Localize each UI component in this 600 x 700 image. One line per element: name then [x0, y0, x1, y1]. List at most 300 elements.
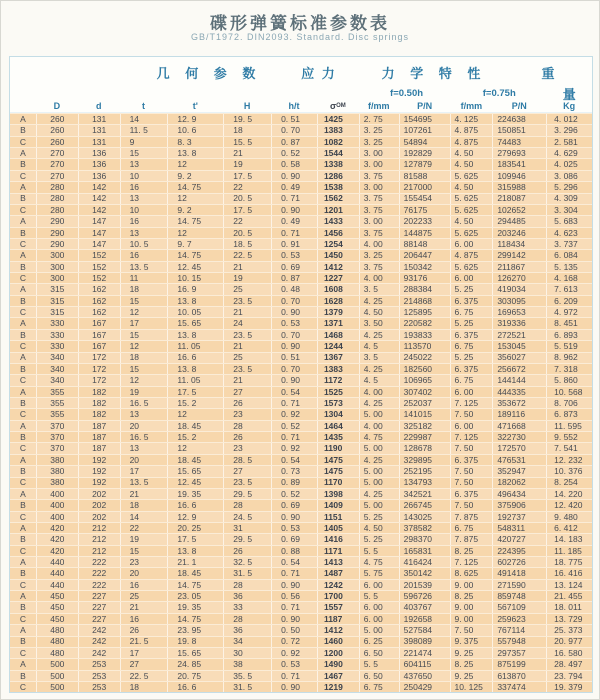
table-cell: C	[19, 375, 27, 386]
table-cell: 1450	[317, 250, 359, 260]
table-cell: 222	[78, 557, 120, 567]
table-cell: 23. 5	[223, 478, 271, 488]
table-cell: 187	[78, 432, 120, 442]
table-cell: B	[20, 227, 26, 238]
table-cell: 14. 183	[546, 534, 592, 544]
table-cell: 4. 875	[450, 137, 492, 147]
table-cell: 7. 50	[450, 443, 492, 453]
table-cell: 10. 6	[167, 125, 223, 135]
table-cell: 1082	[317, 137, 359, 147]
table-cell: 192	[78, 466, 120, 476]
table-cell: 172	[78, 364, 120, 374]
table-cell: C	[19, 579, 27, 590]
table-cell: 24. 85	[167, 659, 223, 669]
table-cell: 260	[36, 137, 78, 147]
table-cell: 0. 51	[271, 353, 317, 363]
table-cell: 229987	[399, 432, 451, 442]
table-cell: 378582	[399, 523, 451, 533]
table-cell: 12	[120, 341, 168, 351]
table-cell: 3. 00	[359, 182, 399, 192]
table-cell: 353672	[492, 398, 546, 408]
table-cell: 355	[36, 387, 78, 397]
table-cell: 227	[78, 602, 120, 612]
table-cell: 6. 873	[546, 409, 592, 419]
table-cell: 33	[223, 602, 271, 612]
table-cell: 315988	[492, 182, 546, 192]
table-cell: 1435	[317, 432, 359, 442]
table-cell: 5. 296	[546, 182, 592, 192]
table-row	[10, 397, 592, 408]
column-header-t': t'	[192, 101, 198, 111]
table-cell: 18. 775	[546, 557, 592, 567]
table-row	[10, 306, 592, 317]
table-cell: 7. 125	[450, 557, 492, 567]
table-cell: 329895	[399, 455, 451, 465]
table-cell: 19. 5	[223, 114, 271, 124]
table-row	[10, 636, 592, 647]
table-cell: 12	[167, 159, 223, 169]
table-cell: 0. 87	[271, 273, 317, 283]
table-cell: 370	[36, 432, 78, 442]
table-cell: 270	[36, 159, 78, 169]
table-cell: C	[19, 204, 27, 215]
table-cell: 319336	[492, 318, 546, 328]
table-cell: 280	[36, 205, 78, 215]
table-cell: 14	[120, 512, 168, 522]
table-cell: 5. 25	[450, 353, 492, 363]
table-row	[10, 442, 592, 453]
table-cell: 162	[78, 284, 120, 294]
table-cell: 0. 90	[271, 171, 317, 181]
column-header-σ: σ OM	[329, 101, 346, 111]
table-cell: B	[20, 568, 26, 579]
table-cell: 136	[78, 159, 120, 169]
table-cell: 150342	[399, 262, 451, 272]
table-cell: 596726	[399, 591, 451, 601]
table-cell: 12	[167, 194, 223, 204]
table-cell: 12. 9	[167, 114, 223, 124]
table-cell: 14. 75	[167, 216, 223, 226]
table-cell: 13	[120, 443, 168, 453]
table-cell: 141015	[399, 409, 451, 419]
table-row	[10, 533, 592, 544]
table-cell: 1700	[317, 591, 359, 601]
table-row	[10, 556, 592, 567]
table-cell: 0. 53	[271, 659, 317, 669]
table-row	[10, 488, 592, 499]
table-cell: 202	[78, 489, 120, 499]
table-cell: 153045	[492, 341, 546, 351]
table-cell: 250429	[399, 682, 451, 692]
table-cell: 34	[223, 637, 271, 647]
table-cell: 253	[78, 682, 120, 692]
table-cell: 7. 50	[450, 466, 492, 476]
table-row	[10, 272, 592, 283]
table-cell: 3. 50	[359, 318, 399, 328]
table-cell: 1573	[317, 398, 359, 408]
table-cell: B	[20, 397, 26, 408]
table-cell: 440	[36, 568, 78, 578]
table-cell: 6. 084	[546, 250, 592, 260]
table-cell: 0. 70	[271, 296, 317, 306]
table-cell: 15. 2	[167, 398, 223, 408]
table-cell: 4. 012	[546, 114, 592, 124]
table-cell: 7. 875	[450, 534, 492, 544]
table-cell: 4. 25	[359, 330, 399, 340]
table-cell: 450	[36, 614, 78, 624]
table-cell: 10. 15	[167, 273, 223, 283]
table-row	[10, 158, 592, 169]
table-cell: 5. 5	[359, 659, 399, 669]
table-cell: 11. 595	[546, 421, 592, 431]
table-cell: 337474	[492, 682, 546, 692]
table-cell: 1405	[317, 523, 359, 533]
table-cell: 437650	[399, 671, 451, 681]
table-cell: 7. 125	[450, 432, 492, 442]
table-cell: 6. 00	[359, 614, 399, 624]
table-cell: 0. 52	[271, 489, 317, 499]
table-cell: 22	[223, 216, 271, 226]
table-cell: 12. 232	[546, 455, 592, 465]
table-cell: 9. 25	[450, 671, 492, 681]
table-cell: 400	[36, 512, 78, 522]
table-cell: C	[19, 613, 27, 624]
table-cell: 1475	[317, 466, 359, 476]
table-cell: 0. 92	[271, 648, 317, 658]
table-cell: 144144	[492, 375, 546, 385]
table-cell: C	[19, 477, 27, 488]
table-cell: 4. 25	[359, 398, 399, 408]
table-row	[10, 227, 592, 238]
table-cell: 875199	[492, 659, 546, 669]
table-cell: 6. 75	[450, 307, 492, 317]
table-cell: 0. 48	[271, 284, 317, 294]
table-cell: 315	[36, 296, 78, 306]
table-cell: 5. 00	[359, 409, 399, 419]
table-cell: 6. 50	[359, 671, 399, 681]
table-cell: 1227	[317, 273, 359, 283]
table-cell: 5. 135	[546, 262, 592, 272]
table-cell: 26	[223, 546, 271, 556]
table-cell: 23	[120, 557, 168, 567]
table-cell: 4. 623	[546, 228, 592, 238]
table-cell: 22	[120, 523, 168, 533]
table-cell: 1464	[317, 421, 359, 431]
table-cell: 182	[78, 398, 120, 408]
table-cell: 398089	[399, 637, 451, 647]
table-cell: 340	[36, 375, 78, 385]
table-cell: 297357	[492, 648, 546, 658]
table-cell: 152	[78, 262, 120, 272]
table-cell: 18	[120, 500, 168, 510]
table-cell: 1456	[317, 228, 359, 238]
table-row	[10, 601, 592, 612]
table-cell: 342521	[399, 489, 451, 499]
table-cell: 0. 71	[271, 432, 317, 442]
table-cell: 242	[78, 637, 120, 647]
column-header-H: H	[243, 101, 251, 111]
table-cell: 9. 2	[167, 171, 223, 181]
table-cell: 1467	[317, 671, 359, 681]
table-cell: 0. 90	[271, 580, 317, 590]
table-cell: 1286	[317, 171, 359, 181]
table-cell: 4. 25	[359, 296, 399, 306]
table-cell: 16. 5	[120, 432, 168, 442]
table-cell: 6. 375	[450, 364, 492, 374]
table-cell: 1460	[317, 637, 359, 647]
table-cell: 11	[120, 273, 168, 283]
table-cell: 340	[36, 353, 78, 363]
table-row	[10, 477, 592, 488]
table-cell: B	[20, 295, 26, 306]
table-cell: 1172	[317, 375, 359, 385]
table-cell: 355	[36, 398, 78, 408]
table-cell: C	[19, 647, 27, 658]
table-subheader-row	[10, 87, 592, 100]
table-cell: 6. 50	[359, 648, 399, 658]
table-cell: 270	[36, 148, 78, 158]
table-cell: 4. 309	[546, 194, 592, 204]
table-cell: 0. 70	[271, 364, 317, 374]
table-cell: B	[20, 500, 26, 511]
table-row	[10, 340, 592, 351]
table-cell: 224638	[492, 114, 546, 124]
table-cell: 859748	[492, 591, 546, 601]
table-cell: 298370	[399, 534, 451, 544]
table-cell: 6. 00	[450, 421, 492, 431]
table-cell: 6. 75	[450, 523, 492, 533]
table-cell: 2. 581	[546, 137, 592, 147]
table-cell: C	[19, 443, 27, 454]
table-cell: 260	[36, 125, 78, 135]
table-cell: 27	[223, 387, 271, 397]
table-cell: 38	[223, 659, 271, 669]
table-cell: 16	[120, 250, 168, 260]
table-cell: 21	[223, 375, 271, 385]
table-cell: 15	[120, 546, 168, 556]
table-cell: 5. 00	[359, 625, 399, 635]
table-cell: 193833	[399, 330, 451, 340]
table-cell: 0. 90	[271, 341, 317, 351]
table-cell: 0. 90	[271, 307, 317, 317]
table-cell: 3. 75	[359, 228, 399, 238]
table-cell: 14. 75	[167, 250, 223, 260]
table-cell: 169653	[492, 307, 546, 317]
table-row	[10, 113, 592, 124]
table-cell: 134793	[399, 478, 451, 488]
table-cell: A	[20, 591, 26, 602]
table-cell: 403767	[399, 602, 451, 612]
table-cell: 13. 124	[546, 580, 592, 590]
table-cell: 0. 54	[271, 387, 317, 397]
table-cell: 8. 3	[167, 137, 223, 147]
table-cell: 4. 50	[450, 159, 492, 169]
table-cell: B	[20, 602, 26, 613]
table-cell: 0. 87	[271, 137, 317, 147]
table-cell: 266745	[399, 500, 451, 510]
table-cell: 20	[120, 421, 168, 431]
table-cell: 15	[120, 296, 168, 306]
table-cell: 152	[78, 250, 120, 260]
table-cell: 19	[120, 534, 168, 544]
table-row	[10, 317, 592, 328]
table-cell: 7. 875	[450, 512, 492, 522]
table-cell: 242	[78, 625, 120, 635]
table-cell: 375906	[492, 500, 546, 510]
table-cell: 1487	[317, 568, 359, 578]
table-cell: 0. 69	[271, 262, 317, 272]
table-cell: 0. 71	[271, 602, 317, 612]
group-weight-top: 重	[541, 65, 561, 81]
table-cell: 192737	[492, 512, 546, 522]
table-cell: 142	[78, 182, 120, 192]
table-cell: 26	[223, 432, 271, 442]
table-cell: 330	[36, 330, 78, 340]
group-stress: 应 力	[301, 65, 337, 81]
table-cell: 496434	[492, 489, 546, 499]
table-cell: 11. 05	[167, 375, 223, 385]
table-cell: 15	[120, 330, 168, 340]
table-cell: A	[20, 386, 26, 397]
table-cell: 5. 00	[359, 500, 399, 510]
table-cell: 0. 91	[271, 239, 317, 249]
table-cell: 212	[78, 523, 120, 533]
table-row	[10, 408, 592, 419]
subheader-f075: f=0.75h	[482, 88, 516, 99]
table-cell: 28. 5	[223, 455, 271, 465]
table-cell: 325182	[399, 421, 451, 431]
table-cell: 187	[78, 443, 120, 453]
table-cell: 126270	[492, 273, 546, 283]
table-cell: 162	[78, 307, 120, 317]
table-cell: 19. 35	[167, 602, 223, 612]
table-cell: 221474	[399, 648, 451, 658]
table-cell: 212	[78, 534, 120, 544]
table-cell: B	[20, 125, 26, 136]
table-cell: 5. 5	[359, 591, 399, 601]
table-cell: 18	[120, 353, 168, 363]
table-cell: 21	[223, 262, 271, 272]
table-cell: 16	[120, 580, 168, 590]
table-cell: 16. 416	[546, 568, 592, 578]
table-cell: 109946	[492, 171, 546, 181]
table-cell: 0. 92	[271, 409, 317, 419]
table-cell: 340	[36, 364, 78, 374]
table-cell: 12. 45	[167, 478, 223, 488]
table-cell: 9. 7	[167, 239, 223, 249]
table-cell: 307402	[399, 387, 451, 397]
table-cell: 6. 75	[450, 375, 492, 385]
table-cell: 1338	[317, 159, 359, 169]
table-cell: 380	[36, 478, 78, 488]
table-cell: 23. 794	[546, 671, 592, 681]
table-row	[10, 545, 592, 556]
table-cell: 4. 5	[359, 341, 399, 351]
table-cell: 4. 5	[359, 375, 399, 385]
table-cell: 491418	[492, 568, 546, 578]
table-cell: 7. 50	[450, 625, 492, 635]
table-cell: C	[19, 170, 27, 181]
table-cell: 500	[36, 682, 78, 692]
table-cell: 6. 00	[359, 580, 399, 590]
table-cell: 1475	[317, 455, 359, 465]
table-cell: 253	[78, 671, 120, 681]
table-cell: 20. 25	[167, 523, 223, 533]
table-cell: 7. 50	[450, 478, 492, 488]
table-cell: 26	[120, 625, 168, 635]
table-cell: 107261	[399, 125, 451, 135]
table-cell: 19	[120, 387, 168, 397]
table-cell: 8. 451	[546, 318, 592, 328]
table-cell: 136	[78, 171, 120, 181]
table-cell: 1425	[317, 114, 359, 124]
table-cell: 21	[120, 602, 168, 612]
table-cell: 142	[78, 205, 120, 215]
table-cell: 14	[120, 114, 168, 124]
table-cell: B	[20, 466, 26, 477]
table-cell: 1151	[317, 512, 359, 522]
table-cell: 23. 5	[223, 364, 271, 374]
table-cell: 280	[36, 194, 78, 204]
table-cell: 23	[223, 409, 271, 419]
table-cell: 5. 25	[450, 318, 492, 328]
table-cell: 21. 1	[167, 557, 223, 567]
table-cell: 1383	[317, 364, 359, 374]
table-cell: 19	[223, 273, 271, 283]
table-row	[10, 193, 592, 204]
table-cell: 0. 70	[271, 125, 317, 135]
table-cell: 150851	[492, 125, 546, 135]
table-cell: 21	[120, 489, 168, 499]
table-cell: 450	[36, 602, 78, 612]
table-cell: 6. 375	[450, 455, 492, 465]
table-cell: 202	[78, 512, 120, 522]
table-cell: 31. 5	[223, 682, 271, 692]
table-cell: 21. 5	[120, 637, 168, 647]
table-cell: 0. 71	[271, 671, 317, 681]
table-cell: 300	[36, 262, 78, 272]
table-cell: 8. 962	[546, 353, 592, 363]
table-cell: 252037	[399, 398, 451, 408]
table-cell: 203246	[492, 228, 546, 238]
table-cell: 5. 00	[359, 478, 399, 488]
table-row	[10, 352, 592, 363]
table-cell: 0. 71	[271, 194, 317, 204]
table-cell: A	[20, 148, 26, 158]
table-cell: 10. 568	[546, 387, 592, 397]
table-cell: 131	[78, 114, 120, 124]
column-header-f/mm: f/mm	[367, 101, 390, 111]
table-cell: 290	[36, 216, 78, 226]
table-cell: 4. 168	[546, 273, 592, 283]
table-cell: 1413	[317, 557, 359, 567]
table-cell: 192	[78, 478, 120, 488]
table-cell: 189116	[492, 409, 546, 419]
table-cell: 23. 95	[167, 625, 223, 635]
table-cell: 20. 5	[223, 194, 271, 204]
table-row	[10, 295, 592, 306]
table-cell: A	[20, 216, 26, 227]
table-cell: 16. 5	[120, 398, 168, 408]
table-row	[10, 238, 592, 249]
table-cell: 20	[120, 568, 168, 578]
table-cell: 6. 75	[450, 341, 492, 351]
table-cell: 172	[78, 353, 120, 363]
table-cell: 4. 00	[359, 239, 399, 249]
table-cell: 182	[78, 409, 120, 419]
table-cell: 613870	[492, 671, 546, 681]
table-cell: 300	[36, 250, 78, 260]
